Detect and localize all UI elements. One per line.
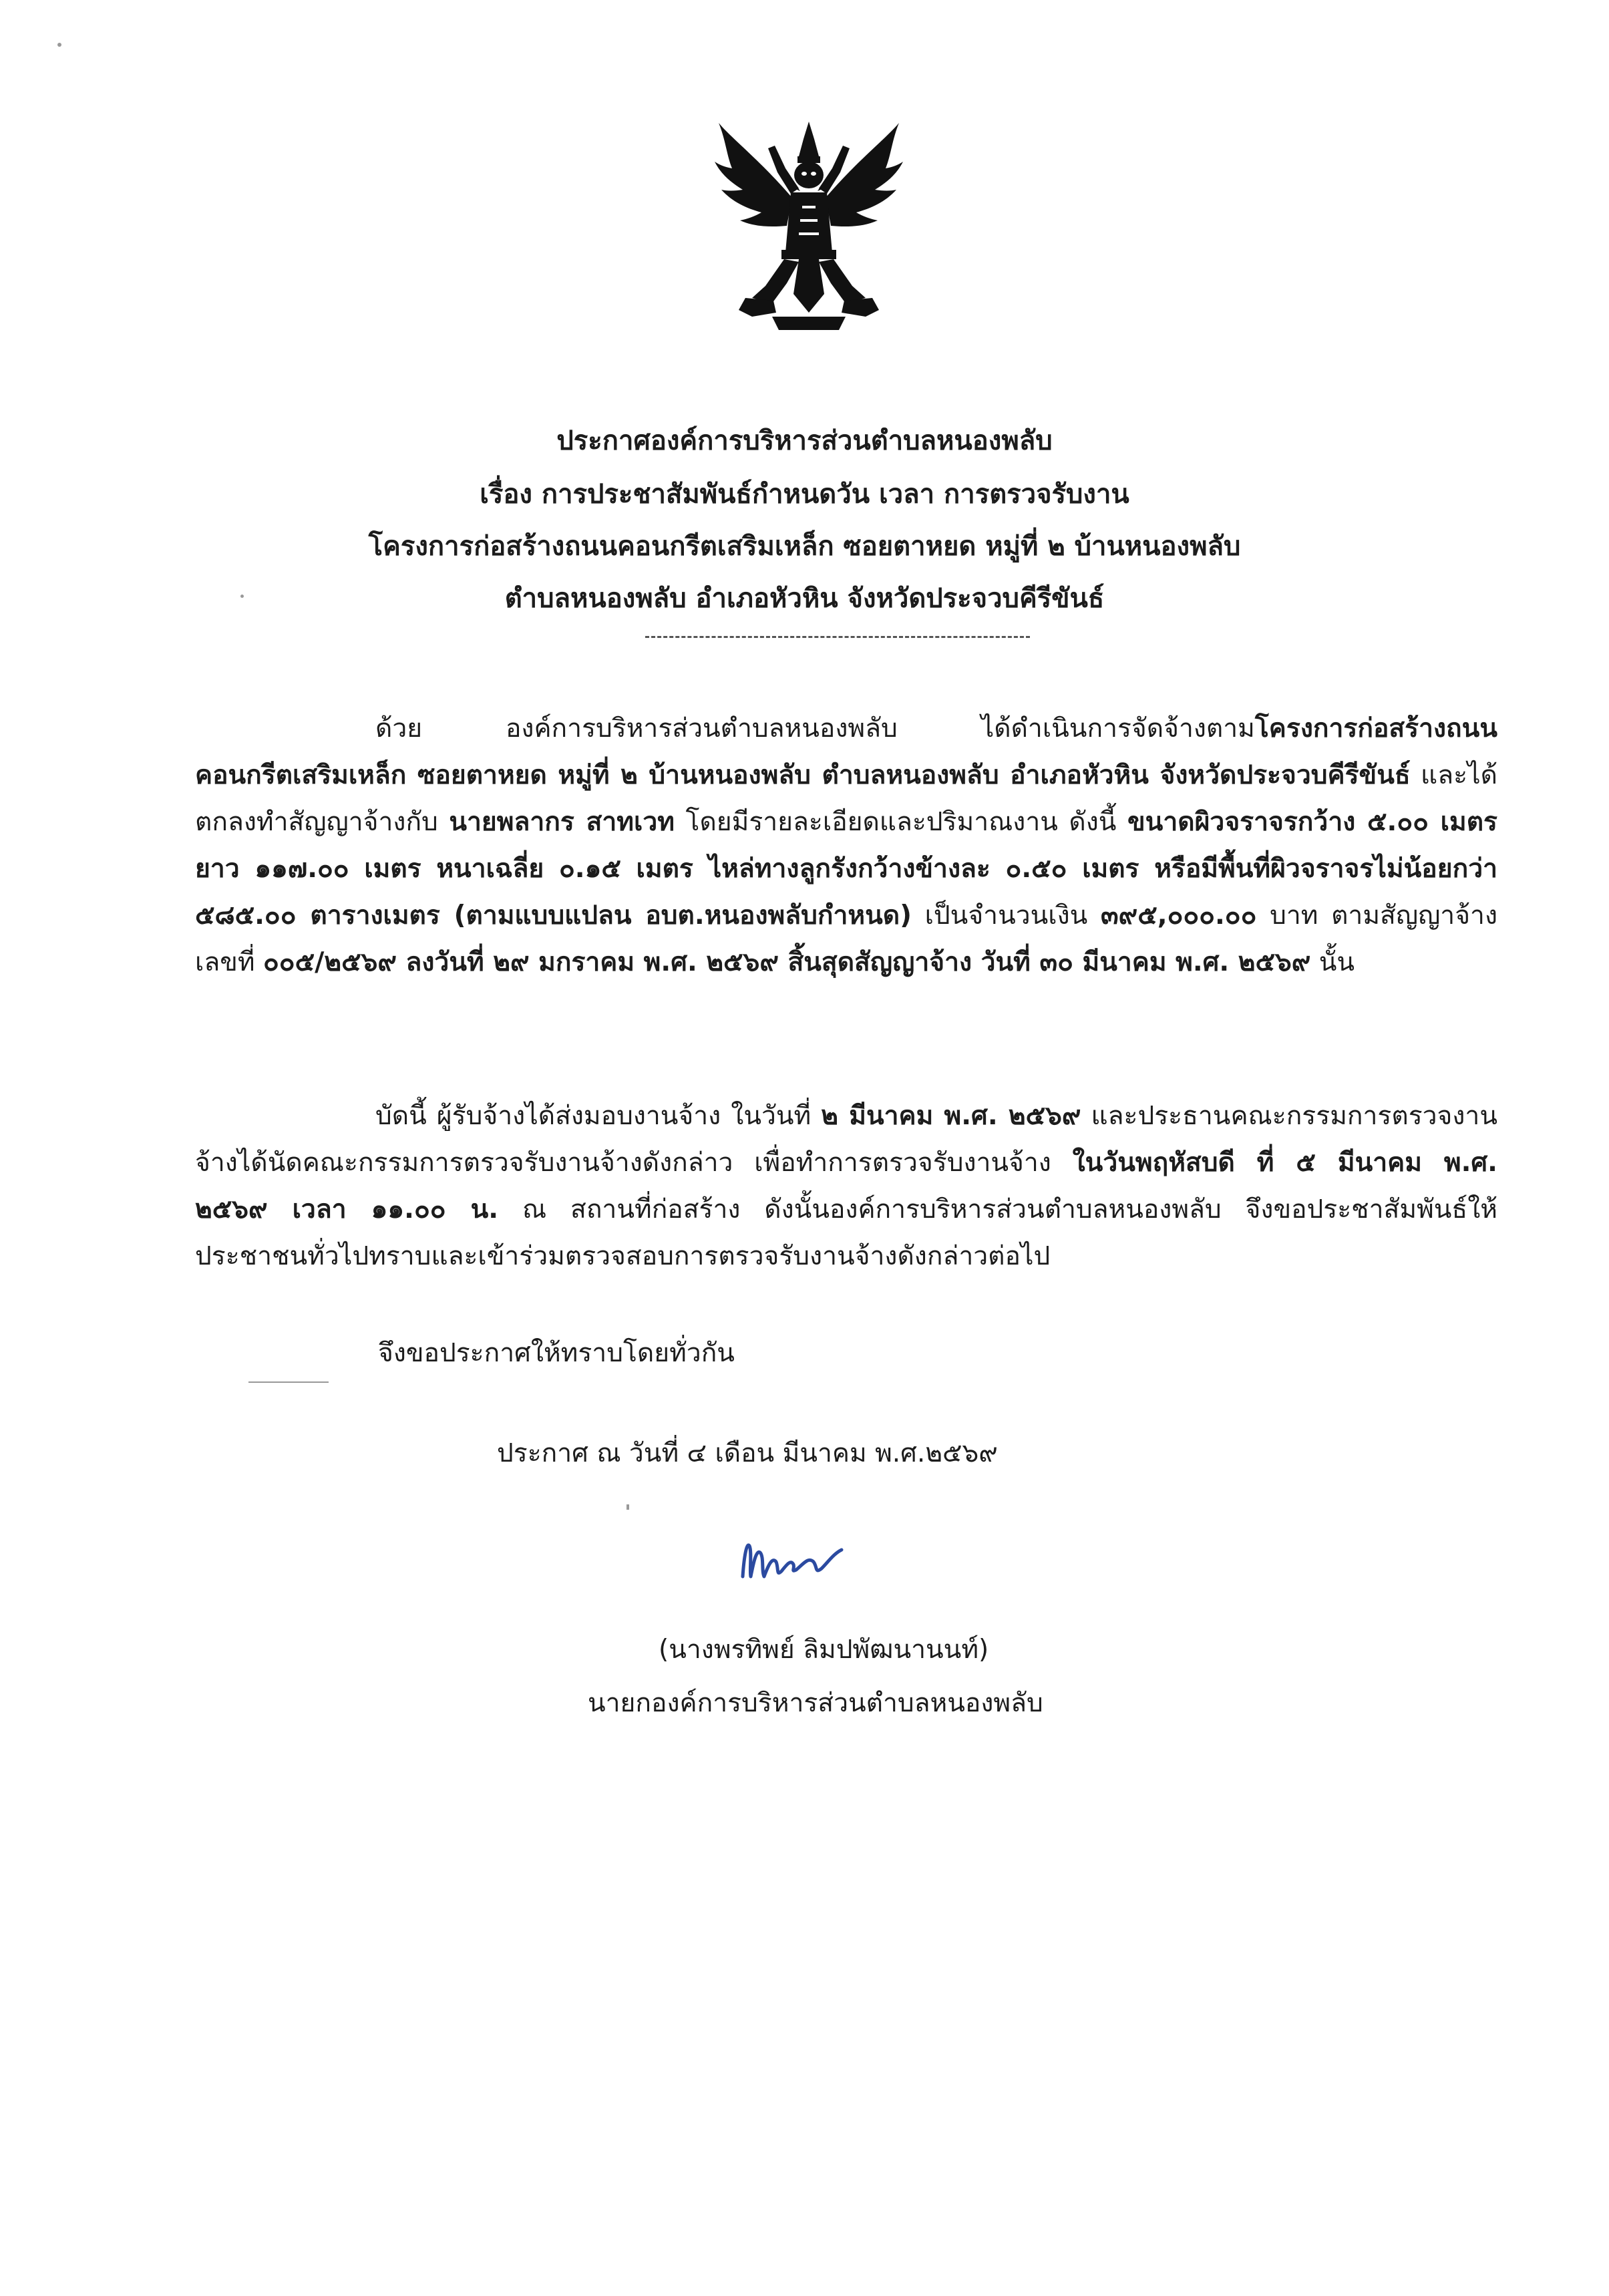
garuda-emblem-icon [712,119,906,337]
scan-mark [627,1504,629,1510]
p1-amount: ๓๙๕,๐๐๐.๐๐ [1101,900,1257,931]
header-location-line: ตำบลหนองพลับ อำเภอหัวหิน จังหวัดประจวบคีรีขันธ์ [504,583,1105,614]
p2-text-1: บัดนี้ ผู้รับจ้างได้ส่งมอบงานจ้าง ในวันที่ [375,1101,822,1131]
scan-speck [240,595,244,598]
announce-date: ประกาศ ณ วันที่ ๔ เดือน มีนาคม พ.ศ.๒๕๖๙ [497,1438,998,1468]
scan-mark [248,1381,329,1383]
paragraph-2 [195,1093,1497,1280]
p1-text-1: ด้วย องค์การบริหารส่วนตำบลหนองพลับ ได้ดำเนินการจัดจ้างตาม [375,713,1255,744]
p1-project-name: โครงการก่อสร้างถนนคอนกรีตเสริมเหล็ก ซอยตาหยด หมู่ที่ ๒ บ้านหนองพลับ ตำบลหนองพลับ อำเภอหัวหิน จังหวัดประจวบคีรีขันธ์ [195,713,1497,790]
signer-name: (นางพรทิพย์ ลิมปพัฒนานนท์) [659,1635,989,1665]
closing-text: จึงขอประกาศให้ทราบโดยทั่วกัน [378,1338,735,1368]
header-subject-line: เรื่อง การประชาสัมพันธ์กำหนดวัน เวลา การตรวจรับงาน [480,479,1129,510]
p1-work-specs: ขนาดผิวจราจรกว้าง ๕.๐๐ เมตร ยาว ๑๑๗.๐๐ เมตร หนาเฉลี่ย ๐.๑๕ เมตร ไหล่ทางลูกรังกว้างข้างละ ๐.๕๐ เมตร หรือมีพื้นที่ผิวจราจรไม่น้อยกว่า ๕๘๕.๐๐ ตารางเมตร (ตามแบบแปลน อบต.หนองพลับกำหนด) [195,807,1497,931]
p1-text-3: โดยมีรายละเอียดและปริมาณงาน ดังนี้ [674,807,1128,837]
p2-text-3: ณ สถานที่ก่อสร้าง ดังนั้นองค์การบริหารส่วนตำบลหนองพลับ จึงขอประชาสัมพันธ์ให้ประชาชนทั่วไปทราบและเข้าร่วมตรวจสอบการตรวจรับงานจ้างดังกล่าวต่อไป [195,1194,1497,1271]
p2-delivery-date: ๒ มีนาคม พ.ศ. ๒๕๖๙ [821,1101,1081,1131]
header-line-1: ประกาศองค์การบริหารส่วนตำบลหนองพลับ [556,426,1053,456]
signature-icon [735,1530,868,1590]
p1-contractor-name: นายพลากร สาทเวท [449,807,675,837]
header-divider [645,636,1030,638]
p2-inspection-date: ในวันพฤหัสบดี ที่ ๕ มีนาคม พ.ศ. ๒๕๖๙ เวลา ๑๑.๐๐ น. [195,1148,1497,1224]
p1-text-5: บาท ตามสัญญาจ้างเลขที่ [195,900,1497,977]
header-project-line: โครงการก่อสร้างถนนคอนกรีตเสริมเหล็ก ซอยตาหยด หมู่ที่ ๒ บ้านหนองพลับ [368,531,1241,562]
signer-position: นายกองค์การบริหารส่วนตำบลหนองพลับ [588,1688,1043,1718]
scan-speck [57,43,61,47]
p1-text-4: เป็นจำนวนเงิน [911,900,1101,931]
p1-contract-info: ๐๐๕/๒๕๖๙ ลงวันที่ ๒๙ มกราคม พ.ศ. ๒๕๖๙ สิ้นสุดสัญญาจ้าง วันที่ ๓๐ มีนาคม พ.ศ. ๒๕๖๙ [263,947,1311,977]
paragraph-1 [195,705,1497,986]
p1-text-6: นั้น [1310,947,1355,977]
p1-text-2: และได้ตกลงทำสัญญาจ้างกับ [195,760,1497,837]
p2-text-2: และประธานคณะกรรมการตรวจงานจ้างได้นัดคณะกรรมการตรวจรับงานจ้างดังกล่าว เพื่อทำการตรวจรับงานจ้าง [195,1101,1497,1178]
